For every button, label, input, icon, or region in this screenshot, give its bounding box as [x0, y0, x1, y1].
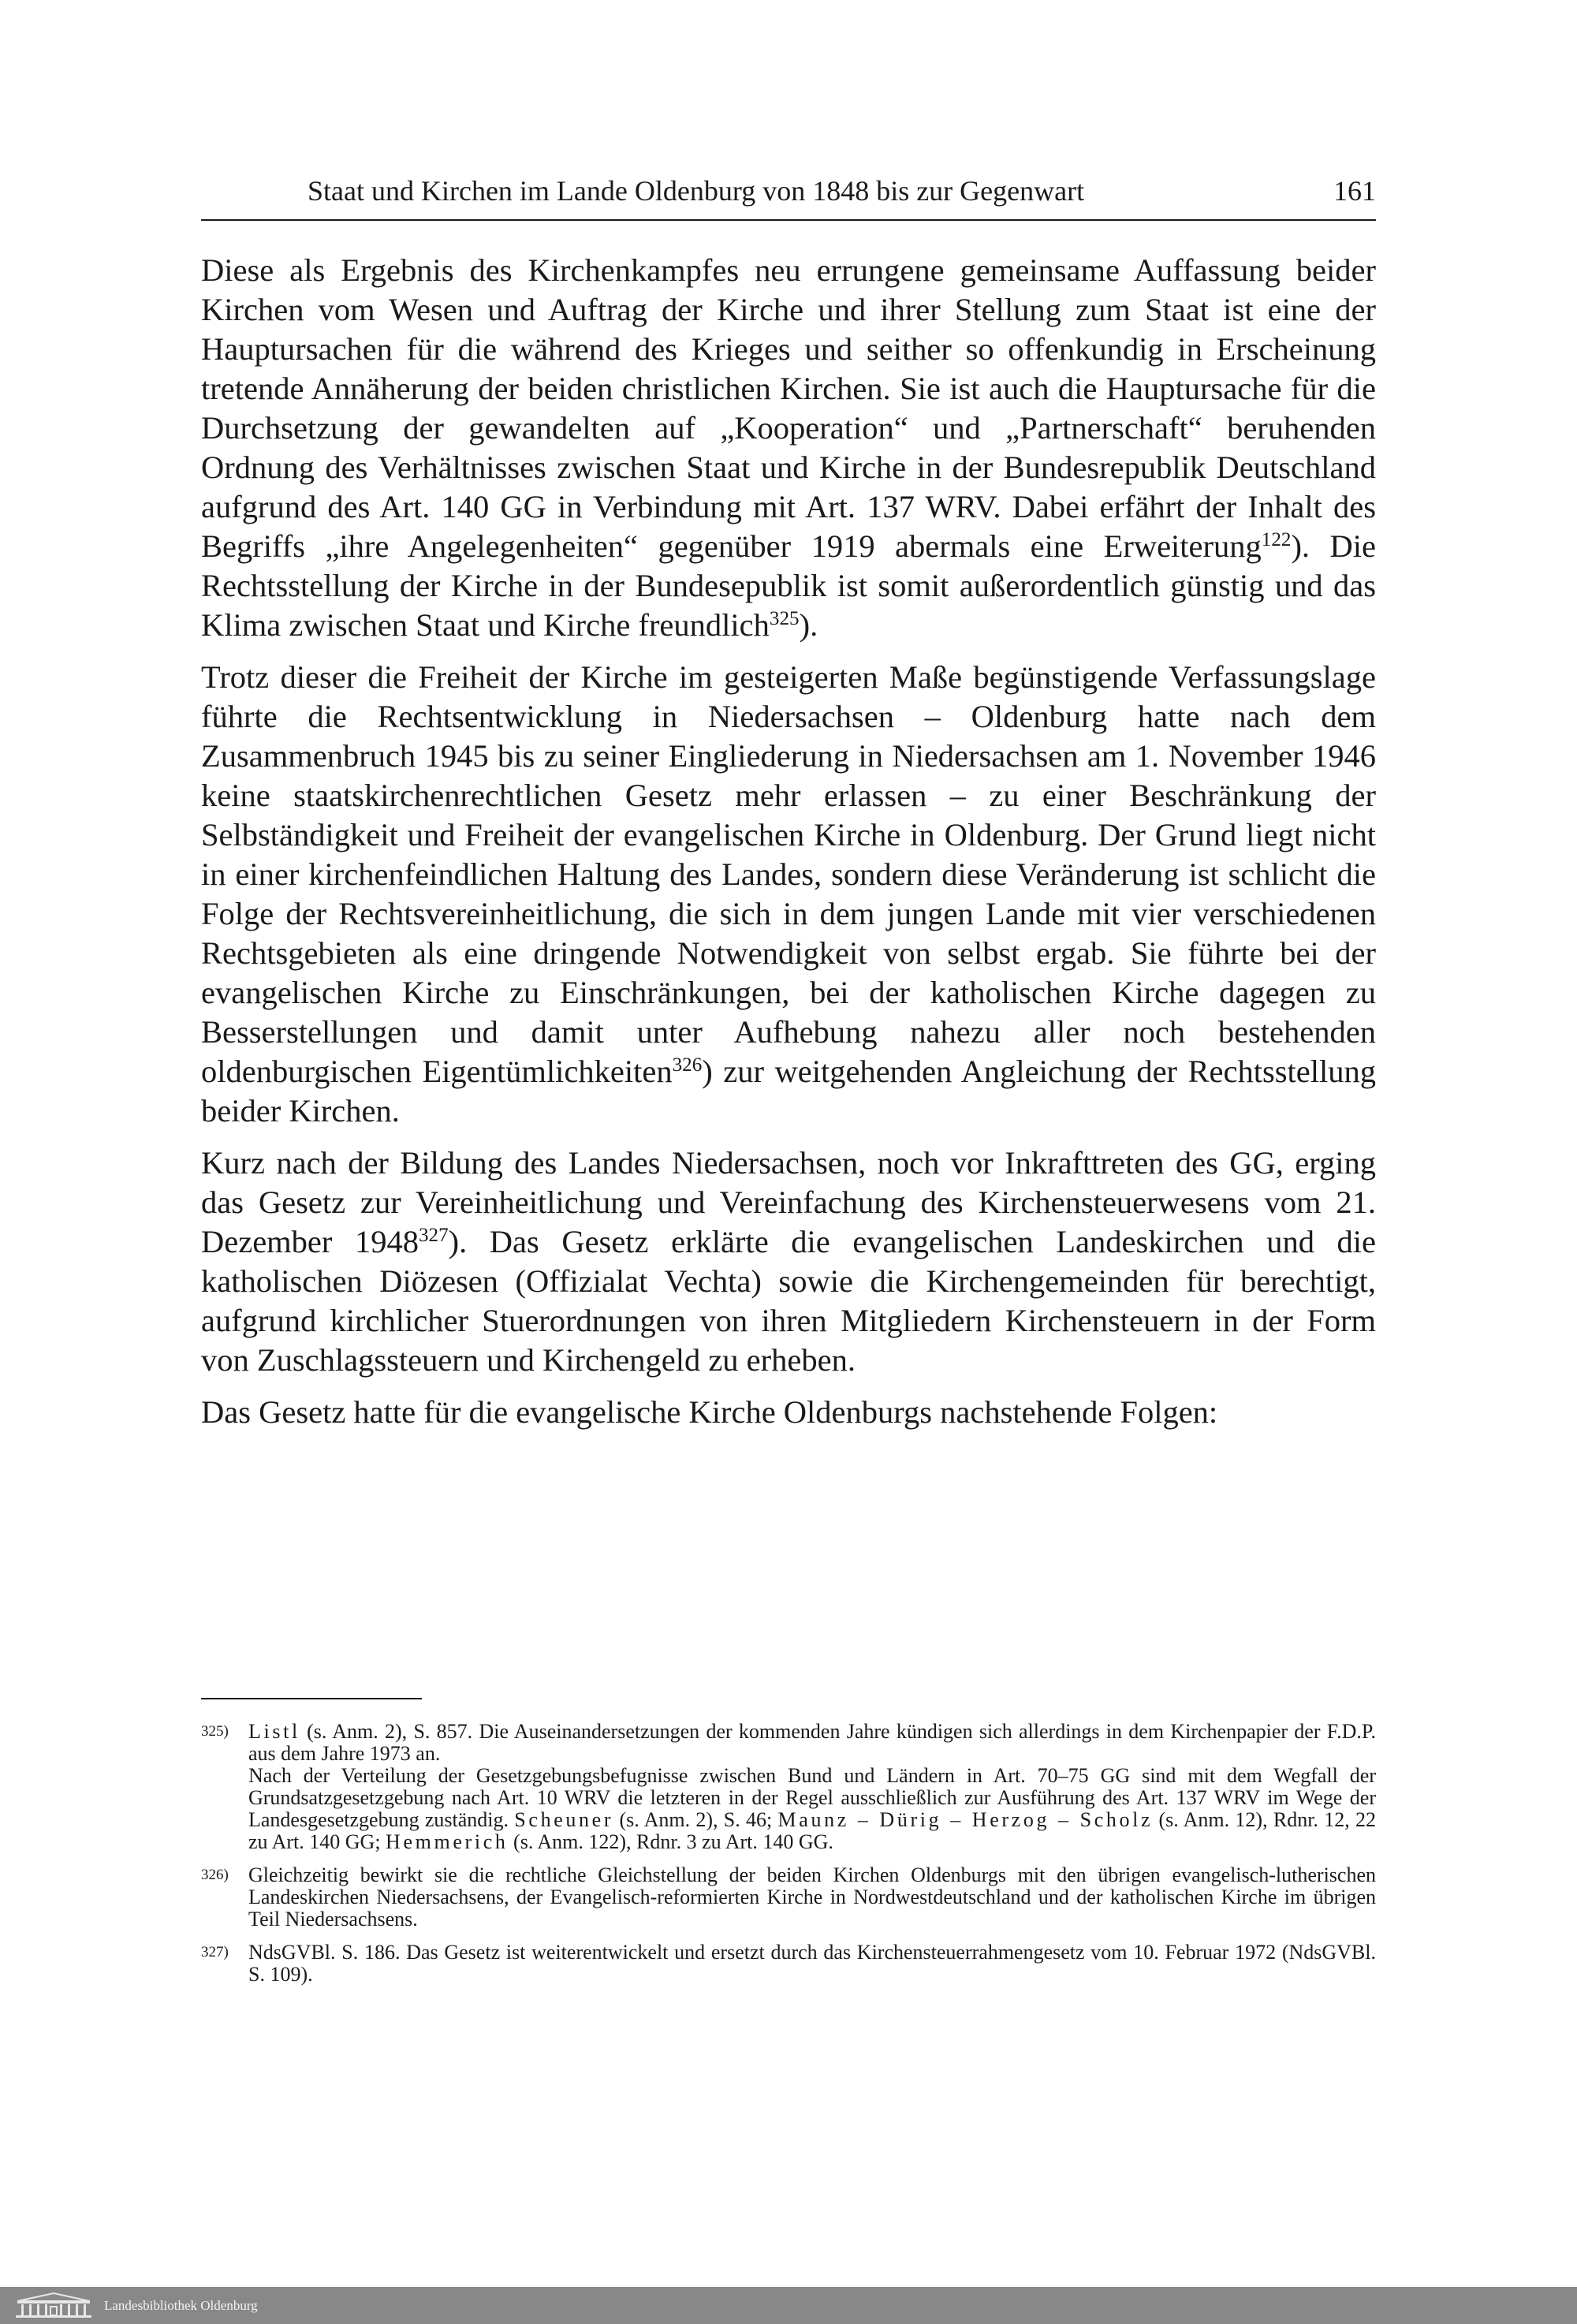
footnote-text-part: (s. Anm. 122), Rdnr. 3 zu Art. 140 GG. — [508, 1830, 833, 1853]
paragraph-text: Kurz nach der Bildung des Landes Niedersachsen, noch vor Inkrafttreten des GG, erging das Gesetz zur Vereinheitlichung und Vereinfachung des Kirchensteuerwesens vom 21. Dezember 1948 — [201, 1145, 1376, 1259]
header-rule — [201, 219, 1376, 221]
page-number: 161 — [1333, 175, 1376, 207]
paragraph — [201, 658, 1376, 1131]
footnote-text-part: (s. Anm. 12), Rdnr. 12, 22 zu Art. 140 GG; — [248, 1808, 1376, 1853]
paragraph-text: Trotz dieser die Freiheit der Kirche im gesteigerten Maße begünstigende Verfassungslage führte die Rechtsentwicklung in Niedersachsen – Oldenburg hatte nach dem Zusammenbruch 1945 bis zu seiner Eingliederung in Niedersachsen am 1. November 1946 keine staatskirchenrechtlichen Gesetz mehr erlassen – zu einer Beschränkung der Selbständigkeit und Freiheit der evangelischen Kirche in Oldenburg. Der Grund liegt nicht in einer kirchenfeindlichen Haltung des Landes, sondern diese Veränderung ist schlicht die Folge der Rechtsvereinheitlichung, die sich in dem jungen Lande mit vier verschiedenen Rechtsgebieten als eine dringende Notwendigkeit von selbst ergab. Sie führte bei der evangelischen Kirche zu Einschränkungen, bei der katholischen Kirche dagegen zu Besserstellungen und damit unter Aufhebung nahezu aller noch bestehenden oldenburgischen Eigentümlichkeiten — [201, 659, 1376, 1089]
running-head-title: Staat und Kirchen im Lande Oldenburg von 1848 bis zur Gegenwart — [308, 175, 1085, 207]
library-building-icon — [14, 2292, 93, 2318]
footnote-325 — [201, 1721, 1376, 1853]
footnote-text: NdsGVBl. S. 186. Das Gesetz ist weiterentwickelt und ersetzt durch das Kirchensteuerrahmengesetz vom 10. Februar 1972 (NdsGVBl. S. 109). — [248, 1941, 1376, 1986]
paragraph — [201, 1143, 1376, 1380]
paragraph-text: Diese als Ergebnis des Kirchenkampfes neu errungene gemeinsame Auffassung beider Kirchen vom Wesen und Auftrag der Kirche und ihrer Stellung zum Staat ist eine der Hauptursachen für die während des Krieges und seither so offenkundig in Erscheinung tretende Annäherung der beiden christlichen Kirchen. Sie ist auch die Hauptursache für die Durchsetzung der gewandelten auf „Kooperation“ und „Partnerschaft“ beruhenden Ordnung des Verhältnisses zwischen Staat und Kirche in der Bundesrepublik Deutschland aufgrund des Art. 140 GG in Verbindung mit Art. 137 WRV. Dabei erfährt der Inhalt des Begriffs „ihre Angelegenheiten“ gegenüber 1919 abermals eine Erweiterung — [201, 252, 1376, 564]
footnote-text: Gleichzeitig bewirkt sie die rechtliche Gleichstellung der beiden Kirchen Oldenburgs mit den übrigen evangelisch-lutherischen Landeskirchen Niedersachsens, der Evangelisch-reformierten Kirche in Nordwestdeutschland und der katholischen Kirche im übrigen Teil Niedersachsens. — [248, 1863, 1376, 1930]
footnote-text-part: (s. Anm. 2), S. 46; — [613, 1808, 778, 1831]
paragraph — [201, 251, 1376, 645]
author-name: Maunz – Dürig – Herzog – Scholz — [777, 1808, 1154, 1831]
footnotes — [201, 1721, 1376, 1997]
footnote-text — [248, 1765, 1376, 1853]
paragraph-text: ). — [799, 607, 818, 643]
paragraph-text: ). Die Rechtsstellung der Kirche in der Bundesepublik ist somit außerordentlich günstig und das Klima zwischen Staat und Kirche freundlich — [201, 528, 1376, 643]
footnote-text-part: (s. Anm. 2), S. 857. Die Auseinandersetzungen der kommenden Jahre kündigen sich allerdings in dem Kirchenpapier der F.D.P. aus dem Jahre 1973 an. — [248, 1720, 1376, 1765]
footnote-text-part: Nach der Verteilung der Gesetzgebungsbefugnisse zwischen Bund und Ländern in Art. 70–75 GG sind mit dem Wegfall der Grundsatzgesetzgebung nach Art. 10 WRV die letzteren in der Regel ausschließlich zur Ausführung des Art. 137 WRV im Wege der Landesgesetzgebung zuständig. — [248, 1764, 1376, 1831]
footnote-number: 326) — [201, 1867, 229, 1883]
main-text — [201, 251, 1376, 1445]
author-name: Scheuner — [514, 1808, 614, 1831]
footnote-326 — [201, 1864, 1376, 1930]
footnote-separator — [201, 1698, 422, 1699]
running-head — [201, 170, 1376, 217]
author-name: Hemmerich — [386, 1830, 509, 1853]
paragraph: Das Gesetz hatte für die evangelische Kirche Oldenburgs nachstehende Folgen: — [201, 1394, 1218, 1430]
library-footer-bar — [0, 2287, 1577, 2324]
paragraph-text: ) zur weitgehenden Angleichung der Rechtsstellung beider Kirchen. — [201, 1054, 1377, 1128]
footnote-ref-122[interactable]: 122 — [1261, 529, 1292, 551]
footnote-text — [248, 1721, 1376, 1765]
footnote-number: 325) — [201, 1723, 229, 1740]
author-name: Listl — [248, 1720, 300, 1743]
footnote-327 — [201, 1942, 1376, 1986]
footnote-ref-327[interactable]: 327 — [418, 1225, 449, 1247]
paragraph-text: ). Das Gesetz erklärte die evangelischen Landeskirchen und die katholischen Diözesen (Offizialat Vechta) sowie die Kirchengemeinden für berechtigt, aufgrund kirchlicher Stuerordnungen von ihren Mitgliedern Kirchensteuern in der Form von Zuschlagssteuern und Kirchengeld zu erheben. — [201, 1224, 1377, 1378]
footnote-number: 327) — [201, 1944, 229, 1960]
footnote-ref-326[interactable]: 326 — [672, 1054, 703, 1076]
library-name[interactable]: Landesbibliothek Oldenburg — [104, 2298, 258, 2313]
footnote-ref-325[interactable]: 325 — [769, 608, 800, 630]
